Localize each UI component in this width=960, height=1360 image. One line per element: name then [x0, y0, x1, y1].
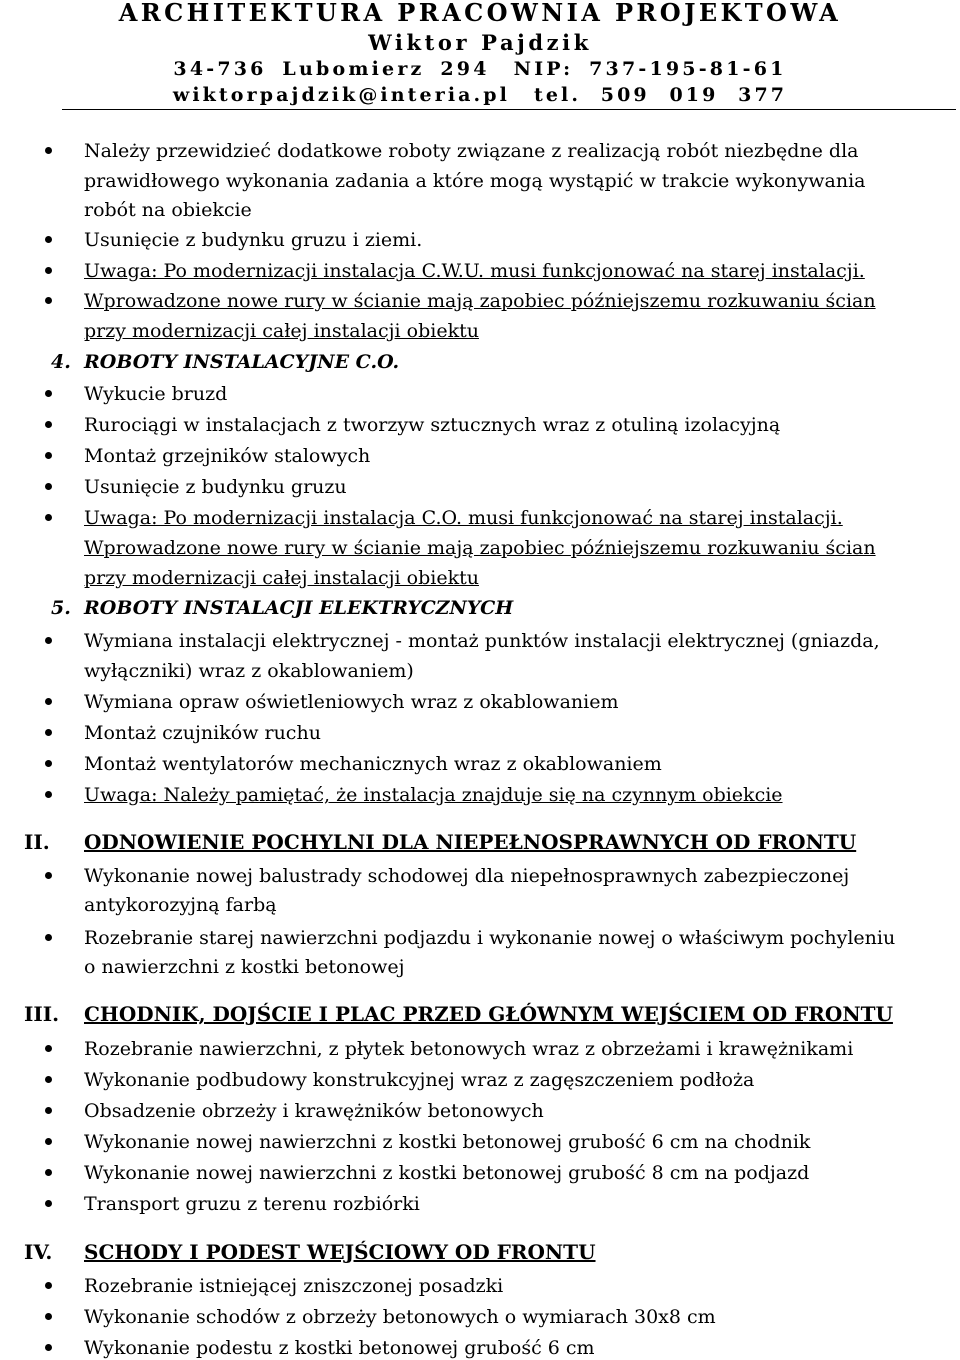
list-item: Montaż czujników ruchu	[84, 722, 321, 744]
list-item: Rozebranie istniejącej zniszczonej posadzki	[84, 1275, 504, 1297]
list-item-cont: robót na obiekcie	[84, 199, 252, 221]
note-pipes-cont: przy modernizacji całej instalacji obiektu	[84, 320, 479, 342]
note-pipes-cont: przy modernizacji całej instalacji obiektu	[84, 567, 479, 589]
section-title: SCHODY I PODEST WEJŚCIOWY OD FRONTU	[84, 1240, 596, 1264]
note-pipes: Wprowadzone nowe rury w ścianie mają zapobiec późniejszemu rozkuwaniu ścian	[84, 290, 876, 312]
list-item: Wymiana instalacji elektrycznej - montaż punktów instalacji elektrycznej (gniazda,	[84, 630, 880, 652]
address-line	[0, 58, 960, 80]
section-number: 4.	[51, 351, 71, 373]
bullet-icon	[45, 1169, 52, 1176]
list-item: Wykonanie podbudowy konstrukcyjnej wraz z zagęszczeniem podłoża	[84, 1069, 755, 1091]
list-item: Należy przewidzieć dodatkowe roboty związane z realizacją robót niezbędne dla	[84, 140, 859, 162]
phone: tel. 509 019 377	[533, 84, 788, 106]
bullet-icon	[45, 452, 52, 459]
note-co: Uwaga: Po modernizacji instalacja C.O. musi funkcjonować na starej instalacji.	[84, 507, 843, 529]
section-4-heading	[51, 351, 399, 373]
note-active-building: Uwaga: Należy pamiętać, że instalacja znajduje się na czynnym obiekcie	[84, 784, 783, 806]
email: wiktorpajdzik@interia.pl	[172, 84, 510, 106]
bullet-icon	[45, 514, 52, 521]
section-5-heading	[51, 597, 513, 619]
list-item: Wykonanie nowej nawierzchni z kostki betonowej grubość 6 cm na chodnik	[84, 1131, 811, 1153]
note-pipes: Wprowadzone nowe rury w ścianie mają zapobiec późniejszemu rozkuwaniu ścian	[84, 537, 876, 559]
list-item: Obsadzenie obrzeży i krawężników betonowych	[84, 1100, 544, 1122]
architect-name: Wiktor Pajdzik	[368, 30, 592, 55]
section-title: ROBOTY INSTALACYJNE C.O.	[84, 351, 400, 373]
bullet-icon	[45, 1107, 52, 1114]
list-item: Wykucie bruzd	[84, 383, 228, 405]
section-title: ROBOTY INSTALACJI ELEKTRYCZNYCH	[84, 597, 514, 619]
list-item: Transport gruzu z terenu rozbiórki	[84, 1193, 420, 1215]
bullet-icon	[45, 483, 52, 490]
list-item: Wykonanie schodów z obrzeży betonowych o wymiarach 30x8 cm	[84, 1306, 716, 1328]
list-item: Rozebranie starej nawierzchni podjazdu i wykonanie nowej o właściwym pochyleniu	[84, 927, 896, 949]
list-item-cont: o nawierzchni z kostki betonowej	[84, 956, 405, 978]
bullet-icon	[45, 791, 52, 798]
bullet-icon	[45, 421, 52, 428]
section-number: IV.	[24, 1240, 53, 1264]
bullet-icon	[45, 390, 52, 397]
list-item-cont: prawidłowego wykonania zadania a które mogą wystąpić w trakcie wykonywania	[84, 170, 866, 192]
bullet-icon	[45, 1313, 52, 1320]
section-number: 5.	[51, 597, 71, 619]
address: 34-736 Lubomierz 294	[173, 58, 490, 80]
bullet-icon	[45, 1282, 52, 1289]
bullet-icon	[45, 729, 52, 736]
note-cwu: Uwaga: Po modernizacji instalacja C.W.U. musi funkcjonować na starej instalacji.	[84, 260, 865, 282]
list-item: Wymiana opraw oświetleniowych wraz z okablowaniem	[84, 691, 619, 713]
list-item-cont: wyłączniki) wraz z okablowaniem)	[84, 660, 414, 682]
section-number: II.	[24, 830, 50, 854]
bullet-icon	[45, 236, 52, 243]
list-item-cont: antykorozyjną farbą	[84, 894, 277, 916]
bullet-icon	[45, 934, 52, 941]
bullet-icon	[45, 872, 52, 879]
list-item: Usunięcie z budynku gruzu	[84, 476, 347, 498]
list-item: Montaż wentylatorów mechanicznych wraz z okablowaniem	[84, 753, 662, 775]
nip: NIP: 737-195-81-61	[513, 58, 787, 80]
contact-line	[0, 84, 960, 106]
bullet-icon	[45, 637, 52, 644]
section-number: III.	[24, 1002, 60, 1026]
list-item: Wykonanie nowej nawierzchni z kostki betonowej grubość 8 cm na podjazd	[84, 1162, 810, 1184]
list-item: Rozebranie nawierzchni, z płytek betonowych wraz z obrzeżami i krawężnikami	[84, 1038, 854, 1060]
list-item: Wykonanie nowej balustrady schodowej dla niepełnosprawnych zabezpieczonej	[84, 865, 850, 887]
bullet-icon	[45, 1138, 52, 1145]
list-item: Wykonanie podestu z kostki betonowej grubość 6 cm	[84, 1337, 595, 1359]
bullet-icon	[45, 760, 52, 767]
header-divider	[62, 109, 956, 110]
section-title: ODNOWIENIE POCHYLNI DLA NIEPEŁNOSPRAWNYCH OD FRONTU	[84, 830, 857, 854]
company-name: ARCHITEKTURA PRACOWNIA PROJEKTOWA	[118, 0, 842, 27]
section-title: CHODNIK, DOJŚCIE I PLAC PRZED GŁÓWNYM WEJŚCIEM OD FRONTU	[84, 1002, 893, 1026]
list-item: Montaż grzejników stalowych	[84, 445, 371, 467]
list-item: Usunięcie z budynku gruzu i ziemi.	[84, 229, 423, 251]
bullet-icon	[45, 267, 52, 274]
bullet-icon	[45, 147, 52, 154]
bullet-icon	[45, 297, 52, 304]
bullet-icon	[45, 698, 52, 705]
bullet-icon	[45, 1045, 52, 1052]
bullet-icon	[45, 1200, 52, 1207]
bullet-icon	[45, 1076, 52, 1083]
bullet-icon	[45, 1344, 52, 1351]
list-item: Rurociągi w instalacjach z tworzyw sztucznych wraz z otuliną izolacyjną	[84, 414, 781, 436]
